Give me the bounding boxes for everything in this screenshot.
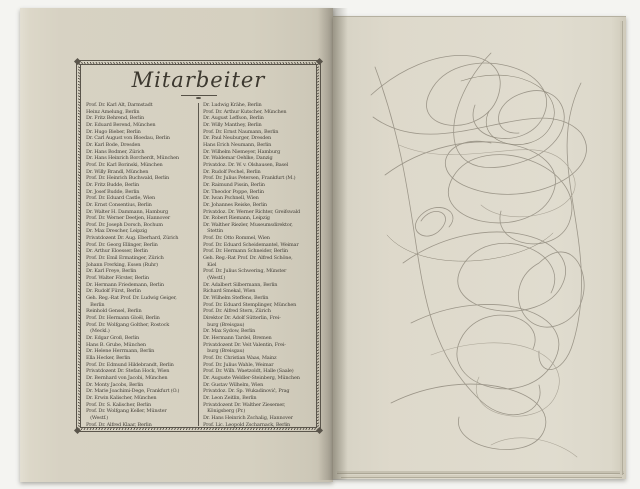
contributor-line: Prof. Dr. Edmund Hildebrandt, Berlin [86,361,174,368]
contributor-line: Prof. Dr. Heinrich Buchwald, Berlin [86,175,169,182]
right-page [333,16,626,479]
contributor-line: Prof. Dr. Hermann Gloël, Berlin [86,315,160,321]
contributor-line: Dr. Hans Heinrich Zschalig, Hannover [202,414,293,421]
contributor-line: Königsberg (Pr.) [202,408,246,415]
contributor-line: Geh. Reg.-Rat Prof. Dr. Ludwig Geiger, [86,295,177,302]
contributor-line: Reinhold Gensel, Berlin [86,308,142,315]
contributor-line: Dr. Adalbert Silbermann, Berlin [202,281,278,288]
contributor-line: Prof. Dr. Hermann Schneider, Berlin [202,248,288,255]
border-ornament-top [79,62,318,64]
book-gutter [318,8,348,480]
contributor-line: Privatdozent Dr. Stefan Hock, Wien [86,368,170,375]
sheet-edge [337,471,624,474]
contributor-line: Dr. Ludwig Krähe, Berlin [202,102,262,108]
contributor-line: Prof. Lic. Leopold Zscharnack, Berlin [202,421,291,428]
contributor-line: Prof. Dr. Alfred Stern, Zürich [202,308,271,315]
contributor-line: Dr. Paul Neuburger, Dresden [202,135,271,142]
corner-diamond-icon [74,58,81,65]
contributor-line: Johann Frerking, Essen (Ruhr) [86,261,158,268]
contributor-line: Dr. Max Drescher, Leipzig [86,228,147,235]
contributor-line: Prof. Dr. Georg Ellinger, Berlin [86,241,158,248]
contributor-line: Dr. Willy Brandl, München [86,168,149,175]
contributor-line: Prof. Dr. Emil Ermatinger, Zürich [86,255,164,262]
left-page [20,8,333,482]
contributor-line: Dr. Arthur Eloesser, Berlin [86,248,148,255]
contributor-line: Dr. Wilhelm Niemeyer, Hamburg [202,148,281,155]
column-divider [198,103,199,426]
contributor-line: Geh. Reg.-Rat Prof. Dr. Alfred Schöne, [202,255,293,262]
contributor-line: Prof. Dr. Karl Borinski, München [86,161,163,168]
contributor-line: Dr. Erwin Kalischer, München [86,394,157,401]
contributor-line: Dr. Carl August von Bloedau, Berlin [86,135,170,142]
contributor-line: Dr. Waldemar Oehlke, Danzig [202,155,273,162]
contributor-line: Dr. Willy Manthey, Berlin [202,121,262,128]
contributor-line: Ella Hecker, Berlin [86,354,131,361]
contributor-line: Privatdoz. Dr. W. v. Olshausen, Basel [202,161,289,168]
contributor-line: Dr. Hermann Friedemann, Berlin [86,281,164,288]
contributor-line: Dr. Josef Budde, Berlin [86,188,140,195]
contributor-line: Privatdozent Dr. Veit Valentin, Frei- [202,341,286,348]
contributor-line: Richard Smekal, Wien [202,288,256,295]
contributor-line: Dr. Helene Herrmann, Berlin [86,348,155,355]
contributor-line: Prof. Dr. Julius Schwering, Münster [202,268,287,275]
contributor-line: Dr. Bernhard von Jacobi, München [86,374,168,381]
contributor-line: Prof. Walter Förster, Berlin [86,275,149,282]
contributors-list [77,101,320,430]
contributor-line: Prof. Dr. Julius Petersen, Frankfurt (M.) [202,175,296,182]
contributor-line: Prof. Dr. Otto Rommel, Wien [202,235,270,242]
contributor-line: Prof. Dr. Christian Waas, Mainz [202,354,277,361]
pencil-scribbles [341,25,619,467]
contributor-line: Berlin [86,301,105,308]
contributor-line: Dr. Leon Zeitlin, Berlin [202,394,257,401]
contributor-line: Dr. Karl Bode, Dresden [86,141,141,148]
contributor-line: Prof. Dr. Wolfgang Keller, Münster [86,408,167,415]
page-title: Mitarbeiter [131,68,266,92]
contributor-line: Dr. Edgar Groß, Berlin [86,334,139,341]
contributor-line: Dr. Monty Jacobs, Berlin [86,381,144,388]
contributor-line: Prof. Dr. Ernst Naumann, Berlin [202,128,279,135]
contributor-line: Dr. Max Sydow, Berlin [202,328,256,335]
contributor-line: Dr. Wilhelm Steffens, Berlin [202,295,269,302]
contributor-line: Prof. Dr. Wolfgang Golther, Rostock [86,321,170,328]
contributor-line: Hans Erich Neumann, Berlin [202,141,272,148]
contributor-line: Dr. Ernst Consentius, Berlin [86,201,152,208]
contributor-line: Heinz Amelung, Berlin [86,108,140,115]
contributor-line: Kiel [202,261,217,268]
contributor-line: Dr. Hermann Tardel, Bremen [202,334,272,341]
contributor-line: Stettin [202,228,223,235]
contributor-line: Privatdoz. Dr. Sp. Wukadinović, Prag [202,388,290,395]
contributor-line: Dr. August Leffson, Berlin [202,115,264,122]
contributors-column-right [203,102,313,430]
contributor-line: (Westf.) [202,275,225,282]
contributor-line: Dr. Rudolf Fürst, Berlin [86,288,141,295]
contributor-line: Prof. Dr. Arthur Kutscher, München [202,108,287,115]
contributor-line: Prof. Dr. Joseph Dorsch, Bochum [86,221,163,228]
contributor-line: Dr. Robert Riemann, Leipzig [202,215,270,222]
contributor-line: Dr. Gustav Wilhelm, Wien [202,381,264,388]
contributor-line: Privatdoz. Dr. Werner Richter, Greifswald [202,208,301,215]
contributor-line: Dr. Fritz Budde, Berlin [86,181,139,188]
contributor-line: Dr. Iwan Pschnell, Wien [202,195,259,202]
contributor-line: Prof. Dr. Wilh. Waetzoldt, Halle (Saale) [202,368,294,375]
contributor-line: Privatdozent Dr. Walther Ziesemer, [202,401,286,408]
title-flourish [181,95,217,96]
contributor-line: Prof. Dr. Eduard Stemplinger, München [202,301,297,308]
contributor-line: Dr. Johannes Reiske, Berlin [202,201,267,208]
contributor-line: Dr. Hugo Bieber, Berlin [86,128,141,135]
contributor-line: Dr. Walther Riezler, Museumsdirektor, [202,221,293,228]
contributor-line: Dr. Rudolf Pechel, Berlin [202,168,261,175]
contributor-line: Prof. Dr. Karl Alt, Darmstadt [86,102,153,108]
contributor-line: (Meckl.) [86,328,110,335]
sheet-edge [341,475,622,478]
contributor-line: Dr. Hans Heinrich Borcherdt, München [86,155,179,162]
contributor-line: Prof. Dr. Julius Wahle, Weimar [202,361,274,368]
ornamental-border [76,60,321,432]
contributor-line: Prof. Dr. Eduard Castle, Wien [86,195,156,202]
contributor-line: Dr. Auguste Weldler-Steinberg, München [202,374,300,381]
contributors-column-left [86,102,196,430]
contributor-line: Dr. Hans Bodmer, Zürich [86,148,145,155]
contributor-line: Dr. Raimund Pissin, Berlin [202,181,265,188]
contributor-line: Dr. Fritz Behrend, Berlin [86,115,144,122]
contributor-line: (Westf.) [86,414,108,421]
contributor-line: Dr. Walter H. Dammann, Hamburg [86,208,168,215]
contributor-line: Direktor Dr. Adolf Sütterlin, Frei- [202,315,281,321]
contributor-line: Privatdozent Dr. Aug. Eberhard, Zürich [86,235,179,242]
contributor-line: burg (Breisgau) [202,321,245,328]
contributor-line: Hans B. Grube, München [86,341,146,348]
contributor-line: Prof. Dr. Werner Deetjen, Hannover [86,215,170,222]
contributor-line: Dr. Marie Joachimi-Dege, Frankfurt (O.) [86,388,180,395]
contributor-line: Prof. Dr. Alfred Klaar, Berlin [86,421,152,428]
contributor-line: Prof. Dr. S. Kalischer, Berlin [86,401,151,408]
contributor-line: Dr. Karl Freye, Berlin [86,268,137,275]
contributor-line: burg (Breisgau) [202,348,245,355]
contributor-line: Prof. Dr. Eduard Scheidemantel, Weimar [202,241,299,248]
sheet-edge [620,21,623,475]
contributor-line: Dr. Eduard Berend, München [86,121,156,128]
contributor-line: Dr. Theodor Poppe, Berlin [202,188,264,195]
